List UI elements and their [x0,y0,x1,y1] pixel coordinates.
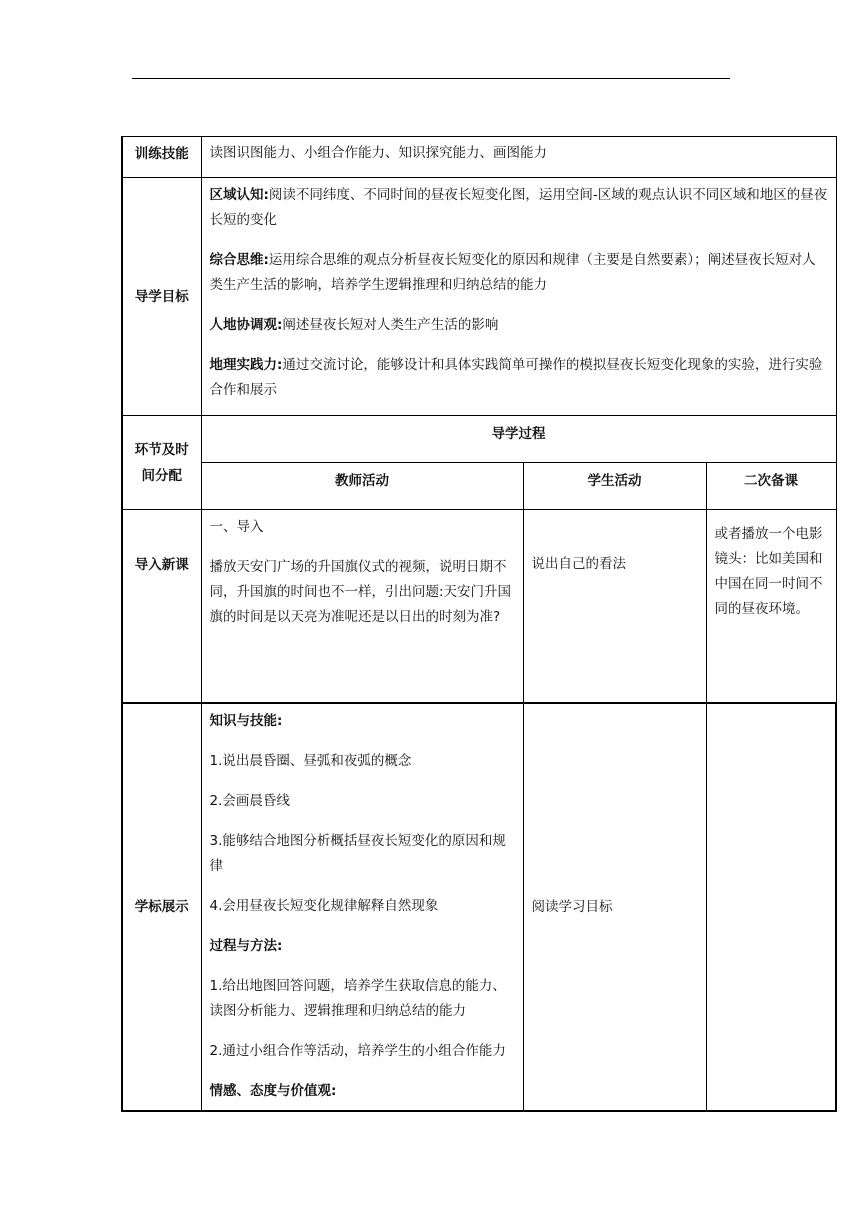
knowledge-item: 1.说出晨昏圈、昼弧和夜弧的概念 [209,753,412,769]
intro-row [122,510,836,704]
knowledge-item: 2.会画晨昏线 [209,793,290,809]
intro-teacher: 一、导入 播放天安门广场的升国旗仪式的视频，说明日期不同，升国旗的时间也不一样，引出问题:天安门升国旗的时间是以天亮为准呢还是以日出的时刻为准? [201,510,523,704]
goal-integrated: 综合思维:运用综合思维的观点分析昼夜长短变化的原因和规律（主要是自然要素）；阐述昼夜长短对人类生产生活的影响，培养学生逻辑推理和归纳总结的能力 [209,252,816,293]
process-columns-row [122,463,836,510]
col-student-activity: 学生活动 [523,463,706,510]
header-rule [132,78,730,79]
knowledge-item: 3.能够结合地图分析概括昼夜长短变化的原因和规律 [209,833,506,874]
objectives-student: 阅读学习目标 [523,703,706,1111]
skills-row [122,137,836,178]
knowledge-item: 4.会用昼夜长短变化规律解释自然现象 [209,898,439,914]
process-item: 1.给出地图回答问题，培养学生获取信息的能力、读图分析能力、逻辑推理和归纳总结的能力 [209,978,506,1019]
objectives-label: 学标展示 [122,703,201,1111]
col-teacher-activity: 教师活动 [201,463,523,510]
goals-content [201,178,836,416]
intro-label: 导入新课 [122,510,201,704]
intro-prep: 或者播放一个电影镜头：比如美国和中国在同一时间不同的昼夜环境。 [706,510,836,704]
skills-label: 训练技能 [122,137,201,178]
objectives-teacher: 知识与技能: 1.说出晨昏圈、昼弧和夜弧的概念 2.会画晨昏线 3.能够结合地图分析概括昼夜长短变化的原因和规律 4.会用昼夜长短变化规律解释自然现象 过程与方法: 1.给出地图回答问题，培养学生获取信息的能力、读图分析能力、逻辑推理和归纳总结的能力 2.通过小组合作等活动，培养学生的小组合作能力 情感、态度与价值观: [201,703,523,1111]
objectives-row [122,703,836,1111]
skills-content: 读图识图能力、小组合作能力、知识探究能力、画图能力 [201,137,836,178]
goal-human-land: 人地协调观:阐述昼夜长短对人类生产生活的影响 [209,317,499,333]
process-header: 导学过程 [201,416,836,463]
lesson-plan-table [121,136,837,1112]
col-second-prep: 二次备课 [706,463,836,510]
intro-student: 说出自己的看法 [523,510,706,704]
process-label: 环节及时间分配 [122,416,201,510]
goals-label: 导学目标 [122,178,201,416]
process-item: 2.通过小组合作等活动，培养学生的小组合作能力 [209,1043,506,1059]
objectives-prep [706,703,836,1111]
goal-regional: 区域认知:阅读不同纬度、不同时间的昼夜长短变化图，运用空间-区域的观点认识不同区域和地区的昼夜长短的变化 [209,187,828,228]
goals-row [122,178,836,416]
process-header-row [122,416,836,463]
goal-practice: 地理实践力:通过交流讨论，能够设计和具体实践简单可操作的模拟昼夜长短变化现象的实验，进行实验合作和展示 [209,357,823,398]
